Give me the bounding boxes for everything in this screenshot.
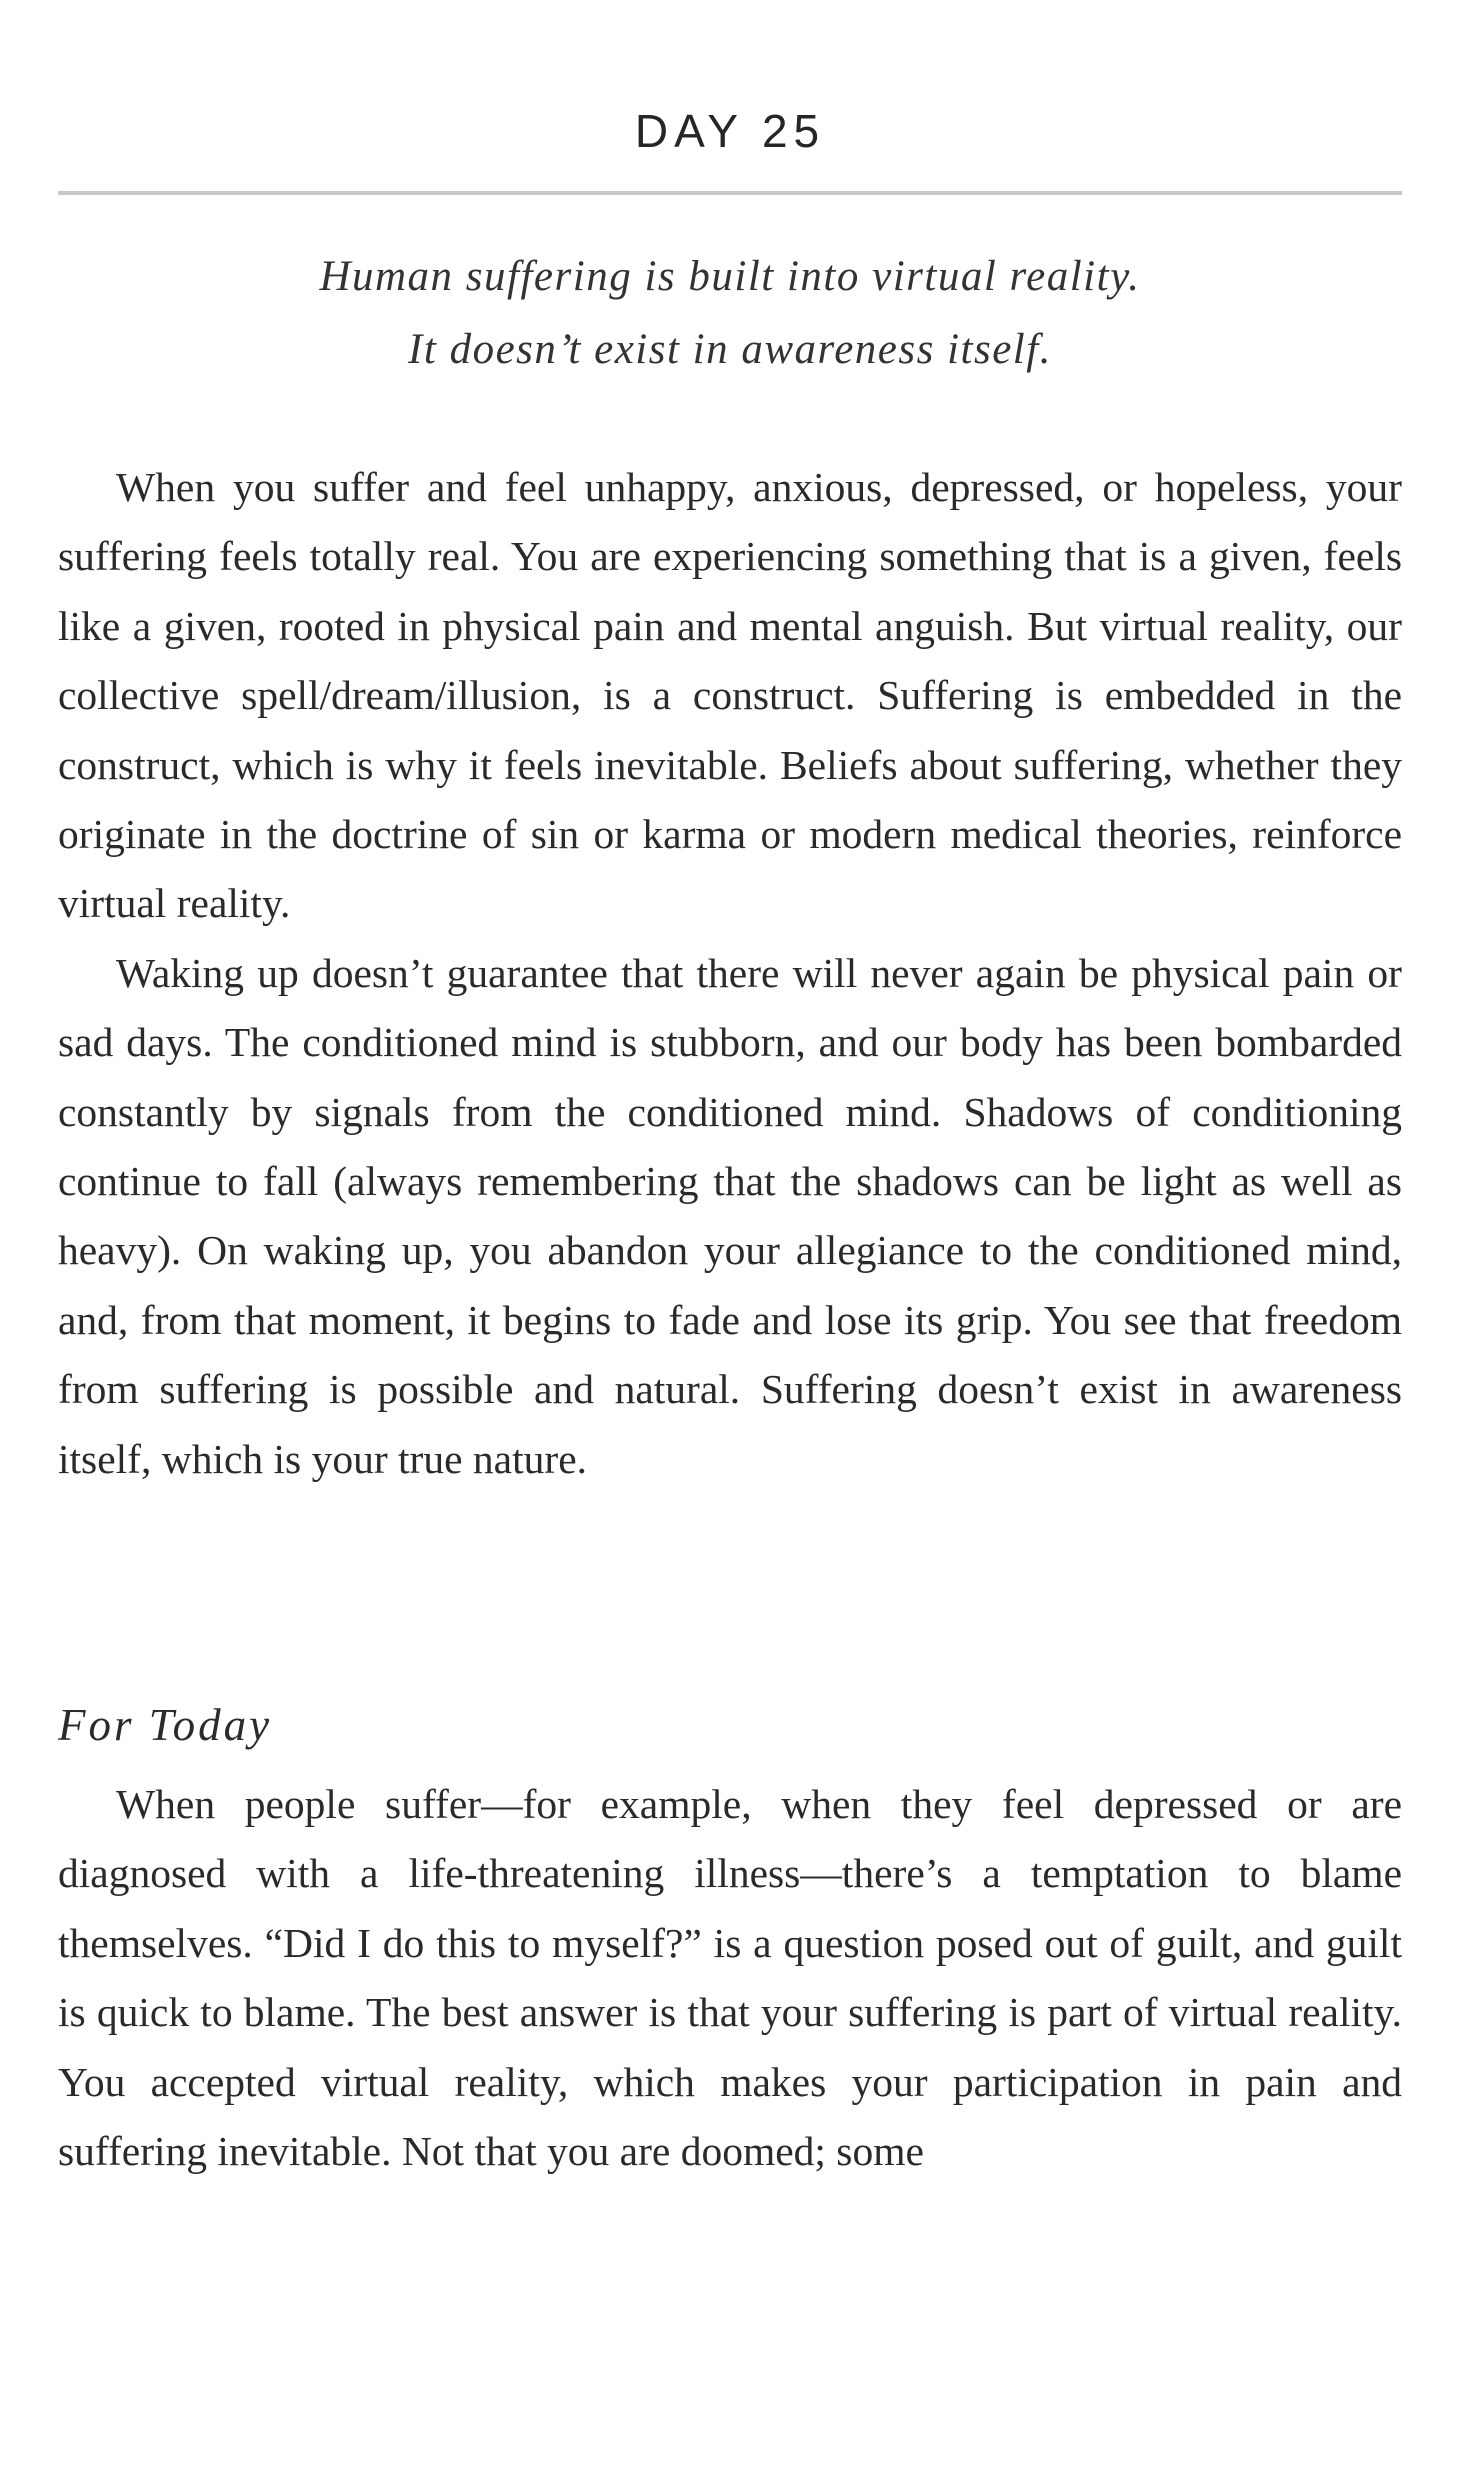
heading-divider [58, 191, 1402, 195]
epigraph-line-1: Human suffering is built into virtual reality. [319, 253, 1141, 300]
epigraph [58, 240, 1402, 386]
for-today-heading: For Today [58, 1700, 273, 1750]
day-heading: DAY 25 [634, 105, 826, 157]
epigraph-line-2: It doesn’t exist in awareness itself. [408, 326, 1052, 373]
main-body [58, 453, 1402, 1494]
body-paragraph-2: Waking up doesn’t guarantee that there will never again be physical pain or sad days. The conditioned mind is stubborn, and our body has been bombarded constantly by signals from the conditioned mind. Shadows of conditioning continue to fall (always remembering that the shadows can be light as well as heavy). On waking up, you abandon your allegiance to the conditioned mind, and, from that moment, it begins to fade and lose its grip. You see that freedom from suffering is possible and natural. Suffering doesn’t exist in awareness itself, which is your true nature. [58, 949, 1402, 1482]
for-today-paragraph: When people suffer—for example, when they feel depressed or are diagnosed with a life-threatening illness—there’s a temptation to blame themselves. “Did I do this to myself?” is a question posed out of guilt, and guilt is quick to blame. The best answer is that your suffering is part of virtual reality. You accepted virtual reality, which makes your participation in pain and suffering inevitable. Not that you are doomed; some [58, 1781, 1402, 2175]
for-today-body [58, 1770, 1402, 2186]
body-paragraph-1: When you suffer and feel unhappy, anxious, depressed, or hopeless, your suffering feels totally real. You are experiencing something that is a given, feels like a given, rooted in physical pain and mental anguish. But virtual reality, our collective spell/dream/illusion, is a construct. Suffering is embedded in the construct, which is why it feels inevitable. Beliefs about suffering, whether they originate in the doctrine of sin or karma or modern medical theories, reinforce virtual reality. [58, 464, 1402, 927]
